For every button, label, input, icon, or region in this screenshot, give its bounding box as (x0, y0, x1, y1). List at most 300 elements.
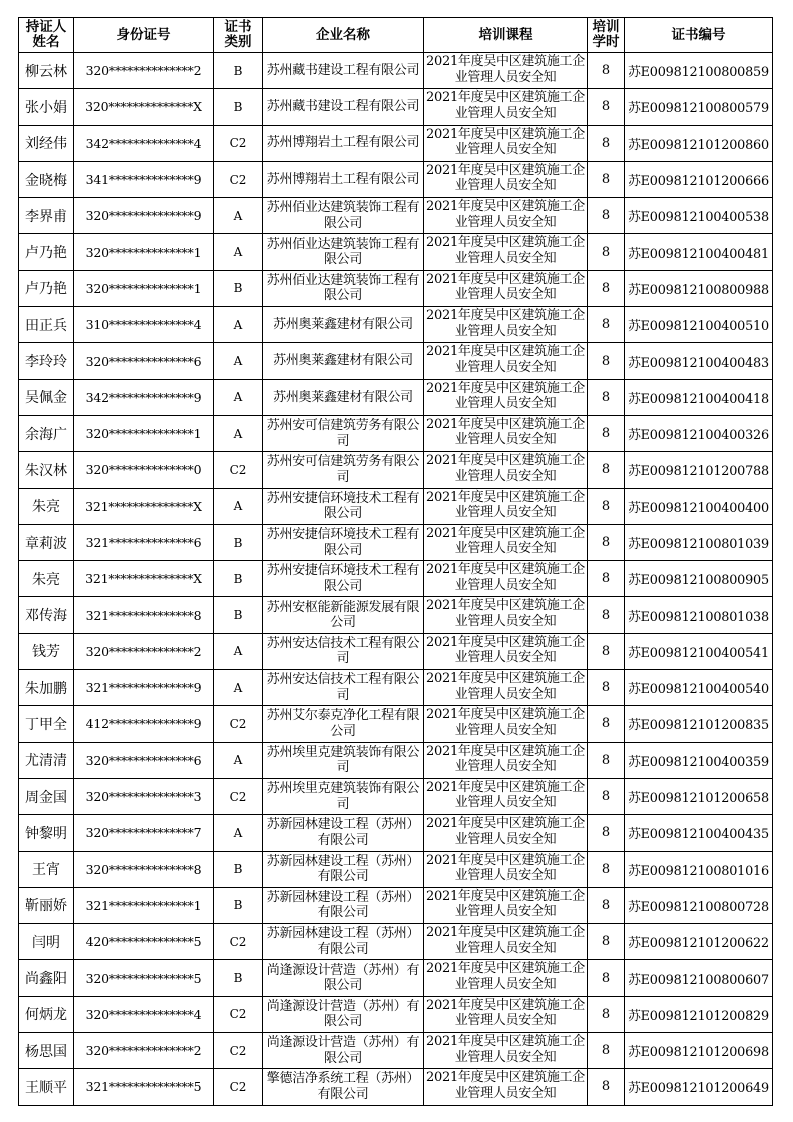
id-number-cell: 342**************9 (74, 379, 214, 415)
training-course-cell (424, 270, 588, 306)
holder-name-cell: 尚鑫阳 (19, 960, 74, 996)
training-hours-cell: 8 (588, 887, 625, 923)
company-name-cell (263, 1033, 424, 1069)
holder-name-cell: 李玲玲 (19, 343, 74, 379)
company-name-cell-text: 苏州安达信技术工程有限公司 (266, 672, 420, 703)
training-course-cell (424, 1069, 588, 1105)
id-number-cell: 320**************2 (74, 1033, 214, 1069)
company-name-cell-text: 苏州佰业达建筑装饰工程有限公司 (266, 236, 420, 268)
company-name-cell-text: 苏州艾尔泰克净化工程有限公司 (266, 708, 420, 739)
training-hours-cell: 8 (588, 488, 625, 524)
certificate-number-cell: 苏E009812101200835 (625, 706, 773, 742)
training-course-cell (424, 996, 588, 1032)
company-name-cell-text: 苏新园林建设工程（苏州）有限公司 (266, 889, 420, 921)
table-row (19, 597, 773, 633)
training-hours-cell: 8 (588, 1033, 625, 1069)
training-hours-cell: 8 (588, 996, 625, 1032)
certificate-category-cell: B (214, 524, 263, 560)
id-number-cell: 321**************9 (74, 670, 214, 706)
id-number-cell: 420**************5 (74, 924, 214, 960)
certificate-number-cell: 苏E009812101200829 (625, 996, 773, 1032)
table-row (19, 887, 773, 923)
id-number-cell: 321**************X (74, 561, 214, 597)
id-number-cell: 320**************1 (74, 415, 214, 451)
header-certificate-number: 证书编号 (625, 18, 773, 53)
certificate-number-cell: 苏E009812101200860 (625, 125, 773, 161)
training-course-cell-text: 2021年度吴中区建筑施工企业管理人员安全知 (426, 199, 585, 230)
company-name-cell-text: 苏州埃里克建筑装饰有限公司 (266, 781, 420, 812)
company-name-cell-text: 苏州奥莱鑫建材有限公司 (273, 389, 413, 405)
table-row (19, 670, 773, 706)
header-holder-name: 持证人姓名 (19, 18, 74, 53)
certificate-number-cell: 苏E009812100400418 (625, 379, 773, 415)
training-course-cell-text: 2021年度吴中区建筑施工企业管理人员安全知 (426, 235, 585, 266)
header-training-hours: 培训学时 (588, 18, 625, 53)
certificate-category-cell: C2 (214, 161, 263, 197)
training-hours-cell: 8 (588, 742, 625, 778)
id-number-cell: 320**************1 (74, 234, 214, 270)
table-row (19, 742, 773, 778)
table-row (19, 343, 773, 379)
training-course-cell (424, 851, 588, 887)
training-course-cell-text: 2021年度吴中区建筑施工企业管理人员安全知 (426, 54, 585, 85)
company-name-cell (263, 307, 424, 343)
certificate-number-cell: 苏E009812101200622 (625, 924, 773, 960)
holder-name-cell: 杨思国 (19, 1033, 74, 1069)
id-number-cell: 310**************4 (74, 307, 214, 343)
certificate-category-cell: A (214, 488, 263, 524)
id-number-cell: 320**************2 (74, 53, 214, 89)
holder-name-cell: 邓传海 (19, 597, 74, 633)
table-row (19, 488, 773, 524)
certificate-number-cell: 苏E009812101200698 (625, 1033, 773, 1069)
holder-name-cell: 闫明 (19, 924, 74, 960)
training-course-cell-text: 2021年度吴中区建筑施工企业管理人员安全知 (426, 90, 585, 121)
company-name-cell-text: 苏州安达信技术工程有限公司 (266, 635, 420, 667)
training-course-cell-text: 2021年度吴中区建筑施工企业管理人员安全知 (426, 671, 585, 702)
id-number-cell: 320**************X (74, 89, 214, 125)
certificate-category-cell: C2 (214, 1033, 263, 1069)
certificate-number-cell: 苏E009812101200658 (625, 778, 773, 814)
training-course-cell-text: 2021年度吴中区建筑施工企业管理人员安全知 (426, 634, 585, 666)
certificate-category-cell: A (214, 742, 263, 778)
certificate-number-cell: 苏E009812100801016 (625, 851, 773, 887)
certificate-number-cell: 苏E009812101200666 (625, 161, 773, 197)
certificate-category-cell: C2 (214, 996, 263, 1032)
id-number-cell: 320**************7 (74, 815, 214, 851)
training-course-cell (424, 887, 588, 923)
certificate-number-cell: 苏E009812100800859 (625, 53, 773, 89)
holder-name-cell: 朱汉林 (19, 452, 74, 488)
training-hours-cell: 8 (588, 778, 625, 814)
id-number-cell: 320**************5 (74, 960, 214, 996)
id-number-cell: 320**************6 (74, 742, 214, 778)
company-name-cell (263, 270, 424, 306)
id-number-cell: 321**************1 (74, 887, 214, 923)
certificate-number-cell: 苏E009812100800905 (625, 561, 773, 597)
training-course-cell-text: 2021年度吴中区建筑施工企业管理人员安全知 (426, 779, 585, 811)
company-name-cell (263, 670, 424, 706)
training-course-cell (424, 924, 588, 960)
company-name-cell-text: 苏州奥莱鑫建材有限公司 (273, 316, 413, 332)
company-name-cell (263, 742, 424, 778)
training-hours-cell: 8 (588, 851, 625, 887)
certificate-number-cell: 苏E009812100400510 (625, 307, 773, 343)
holder-name-cell: 金晓梅 (19, 161, 74, 197)
table-row (19, 307, 773, 343)
holder-name-cell: 张小娟 (19, 89, 74, 125)
training-hours-cell: 8 (588, 1069, 625, 1105)
company-name-cell-text: 苏新园林建设工程（苏州）有限公司 (266, 853, 420, 885)
training-course-cell (424, 742, 588, 778)
company-name-cell (263, 234, 424, 270)
training-hours-cell: 8 (588, 452, 625, 488)
company-name-cell (263, 1069, 424, 1105)
training-course-cell (424, 379, 588, 415)
id-number-cell: 321**************8 (74, 597, 214, 633)
certificate-category-cell: A (214, 343, 263, 379)
id-number-cell: 321**************5 (74, 1069, 214, 1105)
certificate-number-cell: 苏E009812100400483 (625, 343, 773, 379)
company-name-cell-text: 尚逢源设计营造（苏州）有限公司 (266, 1035, 420, 1066)
training-course-cell (424, 524, 588, 560)
certificate-category-cell: A (214, 415, 263, 451)
training-course-cell (424, 452, 588, 488)
certificate-category-cell: B (214, 53, 263, 89)
training-hours-cell: 8 (588, 960, 625, 996)
company-name-cell-text: 苏州安捷信环境技术工程有限公司 (266, 563, 420, 594)
holder-name-cell: 靳丽娇 (19, 887, 74, 923)
company-name-cell-text: 擎德洁净系统工程（苏州）有限公司 (266, 1071, 420, 1102)
holder-name-cell: 李界甫 (19, 198, 74, 234)
table-row (19, 960, 773, 996)
training-course-cell-text: 2021年度吴中区建筑施工企业管理人员安全知 (426, 162, 585, 194)
training-course-cell-text: 2021年度吴中区建筑施工企业管理人员安全知 (426, 380, 585, 412)
training-course-cell (424, 415, 588, 451)
table-row (19, 561, 773, 597)
certificate-category-cell: B (214, 597, 263, 633)
training-course-cell (424, 89, 588, 125)
certificate-number-cell: 苏E009812100800988 (625, 270, 773, 306)
company-name-cell (263, 198, 424, 234)
training-course-cell-text: 2021年度吴中区建筑施工企业管理人员安全知 (426, 816, 585, 847)
training-course-cell-text: 2021年度吴中区建筑施工企业管理人员安全知 (426, 1070, 585, 1101)
holder-name-cell: 钟黎明 (19, 815, 74, 851)
training-hours-cell: 8 (588, 125, 625, 161)
table-row (19, 1069, 773, 1105)
training-hours-cell: 8 (588, 53, 625, 89)
training-hours-cell: 8 (588, 561, 625, 597)
certificate-category-cell: B (214, 561, 263, 597)
holder-name-cell: 朱加鹏 (19, 670, 74, 706)
certificate-number-cell: 苏E009812100801039 (625, 524, 773, 560)
training-course-cell-text: 2021年度吴中区建筑施工企业管理人员安全知 (426, 1034, 585, 1065)
table-row (19, 270, 773, 306)
company-name-cell (263, 415, 424, 451)
training-hours-cell: 8 (588, 161, 625, 197)
training-hours-cell: 8 (588, 234, 625, 270)
holder-name-cell: 余海广 (19, 415, 74, 451)
id-number-cell: 320**************6 (74, 343, 214, 379)
table-row (19, 524, 773, 560)
certificate-number-cell: 苏E009812100400326 (625, 415, 773, 451)
training-hours-cell: 8 (588, 706, 625, 742)
certificate-number-cell: 苏E009812100400435 (625, 815, 773, 851)
certificate-category-cell: A (214, 815, 263, 851)
training-certificate-table (18, 17, 773, 1106)
training-course-cell-text: 2021年度吴中区建筑施工企业管理人员安全知 (426, 344, 585, 375)
company-name-cell-text: 苏州安可信建筑劳务有限公司 (266, 454, 420, 485)
table-row (19, 161, 773, 197)
training-course-cell (424, 706, 588, 742)
company-name-cell (263, 960, 424, 996)
training-course-cell-text: 2021年度吴中区建筑施工企业管理人员安全知 (426, 562, 585, 593)
certificate-number-cell: 苏E009812100800728 (625, 887, 773, 923)
company-name-cell (263, 89, 424, 125)
certificate-category-cell: C2 (214, 778, 263, 814)
company-name-cell (263, 379, 424, 415)
table-row (19, 89, 773, 125)
holder-name-cell: 吴佩金 (19, 379, 74, 415)
company-name-cell-text: 苏州佰业达建筑装饰工程有限公司 (266, 272, 420, 304)
training-course-cell (424, 161, 588, 197)
training-course-cell-text: 2021年度吴中区建筑施工企业管理人员安全知 (426, 743, 585, 775)
certificate-category-cell: A (214, 670, 263, 706)
id-number-cell: 320**************9 (74, 198, 214, 234)
training-course-cell-text: 2021年度吴中区建筑施工企业管理人员安全知 (426, 925, 585, 956)
company-name-cell-text: 苏州安捷信环境技术工程有限公司 (266, 490, 420, 522)
table-row (19, 778, 773, 814)
certificate-category-cell: B (214, 270, 263, 306)
training-course-cell-text: 2021年度吴中区建筑施工企业管理人员安全知 (426, 416, 585, 448)
id-number-cell: 320**************8 (74, 851, 214, 887)
company-name-cell-text: 苏州安捷信环境技术工程有限公司 (266, 527, 420, 558)
holder-name-cell: 钱芳 (19, 633, 74, 669)
training-hours-cell: 8 (588, 815, 625, 851)
training-hours-cell: 8 (588, 89, 625, 125)
table-row (19, 53, 773, 89)
certificate-category-cell: C2 (214, 1069, 263, 1105)
training-course-cell-text: 2021年度吴中区建筑施工企业管理人员安全知 (426, 598, 585, 629)
certificate-category-cell: C2 (214, 924, 263, 960)
holder-name-cell: 王顺平 (19, 1069, 74, 1105)
header-training-course: 培训课程 (424, 18, 588, 53)
training-course-cell (424, 597, 588, 633)
holder-name-cell: 卢乃艳 (19, 234, 74, 270)
certificate-category-cell: A (214, 379, 263, 415)
company-name-cell (263, 343, 424, 379)
certificate-number-cell: 苏E009812101200649 (625, 1069, 773, 1105)
id-number-cell: 321**************6 (74, 524, 214, 560)
table-row (19, 706, 773, 742)
company-name-cell (263, 125, 424, 161)
company-name-cell-text: 苏州佰业达建筑装饰工程有限公司 (266, 200, 420, 231)
id-number-cell: 341**************9 (74, 161, 214, 197)
certificate-category-cell: B (214, 89, 263, 125)
certificate-category-cell: C2 (214, 452, 263, 488)
training-course-cell (424, 488, 588, 524)
holder-name-cell: 田正兵 (19, 307, 74, 343)
id-number-cell: 320**************0 (74, 452, 214, 488)
company-name-cell (263, 561, 424, 597)
table-row (19, 815, 773, 851)
company-name-cell-text: 尚逢源设计营造（苏州）有限公司 (266, 962, 420, 994)
training-hours-cell: 8 (588, 343, 625, 379)
training-course-cell-text: 2021年度吴中区建筑施工企业管理人员安全知 (426, 453, 585, 484)
company-name-cell-text: 苏州藏书建设工程有限公司 (266, 99, 420, 115)
company-name-cell (263, 524, 424, 560)
training-course-cell (424, 125, 588, 161)
certificate-number-cell: 苏E009812100400540 (625, 670, 773, 706)
certificate-number-cell: 苏E009812100800607 (625, 960, 773, 996)
training-hours-cell: 8 (588, 198, 625, 234)
certificate-category-cell: C2 (214, 706, 263, 742)
holder-name-cell: 刘经伟 (19, 125, 74, 161)
header-row (19, 18, 773, 53)
training-hours-cell: 8 (588, 633, 625, 669)
company-name-cell-text: 苏新园林建设工程（苏州）有限公司 (266, 926, 420, 957)
training-course-cell (424, 561, 588, 597)
certificate-category-cell: B (214, 960, 263, 996)
table-row (19, 198, 773, 234)
training-hours-cell: 8 (588, 415, 625, 451)
table-row (19, 379, 773, 415)
training-course-cell (424, 1033, 588, 1069)
table-row (19, 633, 773, 669)
certificate-number-cell: 苏E009812100801038 (625, 597, 773, 633)
training-course-cell (424, 53, 588, 89)
id-number-cell: 320**************3 (74, 778, 214, 814)
company-name-cell (263, 815, 424, 851)
id-number-cell: 321**************X (74, 488, 214, 524)
training-course-cell-text: 2021年度吴中区建筑施工企业管理人员安全知 (426, 271, 585, 303)
certificate-number-cell: 苏E009812101200788 (625, 452, 773, 488)
training-course-cell (424, 815, 588, 851)
holder-name-cell: 周金国 (19, 778, 74, 814)
holder-name-cell: 柳云林 (19, 53, 74, 89)
id-number-cell: 320**************1 (74, 270, 214, 306)
company-name-cell-text: 苏州藏书建设工程有限公司 (266, 62, 420, 78)
company-name-cell-text: 苏州安枢能新能源发展有限公司 (266, 599, 420, 631)
company-name-cell (263, 53, 424, 89)
training-course-cell-text: 2021年度吴中区建筑施工企业管理人员安全知 (426, 525, 585, 557)
training-hours-cell: 8 (588, 379, 625, 415)
company-name-cell (263, 887, 424, 923)
holder-name-cell: 何炳龙 (19, 996, 74, 1032)
id-number-cell: 320**************2 (74, 633, 214, 669)
training-course-cell-text: 2021年度吴中区建筑施工企业管理人员安全知 (426, 308, 585, 339)
training-course-cell (424, 198, 588, 234)
holder-name-cell: 朱亮 (19, 488, 74, 524)
training-course-cell (424, 234, 588, 270)
certificate-category-cell: A (214, 633, 263, 669)
company-name-cell (263, 706, 424, 742)
training-hours-cell: 8 (588, 270, 625, 306)
certificate-number-cell: 苏E009812100400400 (625, 488, 773, 524)
id-number-cell: 412**************9 (74, 706, 214, 742)
company-name-cell (263, 851, 424, 887)
company-name-cell-text: 苏州博翔岩土工程有限公司 (266, 171, 420, 187)
table-row (19, 851, 773, 887)
training-hours-cell: 8 (588, 597, 625, 633)
company-name-cell (263, 452, 424, 488)
table-row (19, 924, 773, 960)
company-name-cell (263, 488, 424, 524)
training-hours-cell: 8 (588, 524, 625, 560)
certificate-category-cell: C2 (214, 125, 263, 161)
id-number-cell: 342**************4 (74, 125, 214, 161)
training-course-cell (424, 343, 588, 379)
certificate-number-cell: 苏E009812100800579 (625, 89, 773, 125)
training-course-cell-text: 2021年度吴中区建筑施工企业管理人员安全知 (426, 489, 585, 521)
table-row (19, 452, 773, 488)
certificate-number-cell: 苏E009812100400481 (625, 234, 773, 270)
certificate-category-cell: B (214, 887, 263, 923)
company-name-cell-text: 尚逢源设计营造（苏州）有限公司 (266, 998, 420, 1030)
header-company-name: 企业名称 (263, 18, 424, 53)
training-course-cell-text: 2021年度吴中区建筑施工企业管理人员安全知 (426, 961, 585, 992)
company-name-cell-text: 苏州埃里克建筑装饰有限公司 (266, 744, 420, 776)
certificate-category-cell: A (214, 198, 263, 234)
table-row (19, 1033, 773, 1069)
certificate-category-cell: A (214, 234, 263, 270)
table-body (19, 53, 773, 1106)
company-name-cell (263, 597, 424, 633)
training-course-cell (424, 670, 588, 706)
table-row (19, 125, 773, 161)
header-certificate-category: 证书类别 (214, 18, 263, 53)
training-hours-cell: 8 (588, 924, 625, 960)
company-name-cell (263, 778, 424, 814)
company-name-cell (263, 633, 424, 669)
training-course-cell-text: 2021年度吴中区建筑施工企业管理人员安全知 (426, 126, 585, 158)
training-hours-cell: 8 (588, 307, 625, 343)
company-name-cell-text: 苏州奥莱鑫建材有限公司 (273, 353, 413, 369)
holder-name-cell: 章莉波 (19, 524, 74, 560)
company-name-cell (263, 924, 424, 960)
training-course-cell-text: 2021年度吴中区建筑施工企业管理人员安全知 (426, 888, 585, 920)
company-name-cell (263, 996, 424, 1032)
training-course-cell (424, 960, 588, 996)
training-course-cell-text: 2021年度吴中区建筑施工企业管理人员安全知 (426, 997, 585, 1029)
certificate-category-cell: A (214, 307, 263, 343)
training-course-cell (424, 307, 588, 343)
holder-name-cell: 丁甲全 (19, 706, 74, 742)
certificate-number-cell: 苏E009812100400541 (625, 633, 773, 669)
certificate-number-cell: 苏E009812100400538 (625, 198, 773, 234)
training-hours-cell: 8 (588, 670, 625, 706)
training-course-cell (424, 633, 588, 669)
table-row (19, 234, 773, 270)
company-name-cell-text: 苏州安可信建筑劳务有限公司 (266, 418, 420, 449)
header-id-number: 身份证号 (74, 18, 214, 53)
company-name-cell-text: 苏州博翔岩土工程有限公司 (266, 135, 420, 151)
company-name-cell-text: 苏新园林建设工程（苏州）有限公司 (266, 817, 420, 848)
training-course-cell (424, 778, 588, 814)
holder-name-cell: 尤清清 (19, 742, 74, 778)
holder-name-cell: 卢乃艳 (19, 270, 74, 306)
id-number-cell: 320**************4 (74, 996, 214, 1032)
certificate-number-cell: 苏E009812100400359 (625, 742, 773, 778)
table-row (19, 996, 773, 1032)
certificate-category-cell: B (214, 851, 263, 887)
training-course-cell-text: 2021年度吴中区建筑施工企业管理人员安全知 (426, 852, 585, 884)
training-course-cell-text: 2021年度吴中区建筑施工企业管理人员安全知 (426, 707, 585, 738)
holder-name-cell: 朱亮 (19, 561, 74, 597)
company-name-cell (263, 161, 424, 197)
holder-name-cell: 王宵 (19, 851, 74, 887)
table-row (19, 415, 773, 451)
